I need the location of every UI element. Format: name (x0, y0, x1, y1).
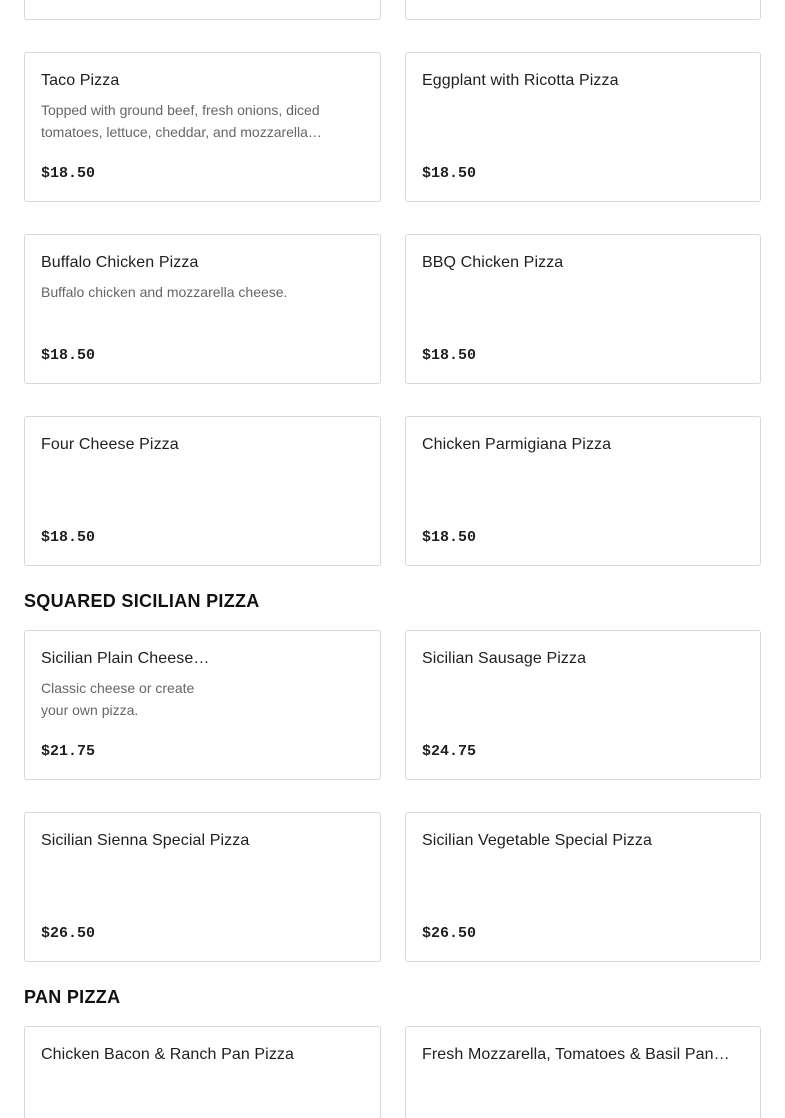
item-price: $26.50 (422, 925, 477, 942)
item-name: Sicilian Plain Cheese… (41, 650, 210, 667)
item-name: Eggplant with Ricotta Pizza (422, 72, 619, 89)
menu-item-card[interactable] (405, 0, 761, 20)
item-name: Four Cheese Pizza (41, 436, 179, 453)
item-description: Classic cheese or create your own pizza. (41, 680, 195, 718)
item-price: $26.50 (41, 925, 96, 942)
menu-item-card[interactable] (405, 630, 761, 780)
menu-item-card[interactable] (24, 812, 381, 962)
menu-item-card[interactable] (24, 416, 381, 566)
item-price: $18.50 (422, 347, 477, 364)
item-price: $18.50 (422, 529, 477, 546)
item-price: $21.75 (41, 743, 96, 760)
section-title-pan: PAN PIZZA (24, 987, 121, 1007)
menu-item-card[interactable] (405, 416, 761, 566)
item-name: Sicilian Sienna Special Pizza (41, 832, 250, 849)
menu-item-card[interactable] (24, 52, 381, 202)
menu-item-card[interactable] (405, 52, 761, 202)
menu-item-card[interactable] (24, 1026, 381, 1118)
item-name: Sicilian Vegetable Special Pizza (422, 832, 653, 849)
item-price: $18.50 (41, 165, 96, 182)
menu-item-card[interactable] (405, 812, 761, 962)
menu-item-card[interactable] (405, 234, 761, 384)
item-price: $18.50 (41, 347, 96, 364)
item-price: $24.75 (422, 743, 477, 760)
item-name: BBQ Chicken Pizza (422, 254, 564, 271)
item-name: Sicilian Sausage Pizza (422, 650, 587, 667)
item-price: $18.50 (422, 165, 477, 182)
menu-item-card[interactable] (24, 234, 381, 384)
item-price: $18.50 (41, 529, 96, 546)
item-name: Chicken Bacon & Ranch Pan Pizza (41, 1046, 295, 1063)
menu-item-card[interactable] (24, 630, 381, 780)
menu-item-card[interactable] (24, 0, 381, 20)
item-description: Topped with ground beef, fresh onions, diced tomatoes, lettuce, cheddar, and mozzarella… (41, 102, 322, 140)
item-name: Taco Pizza (41, 72, 120, 89)
item-name: Fresh Mozzarella, Tomatoes & Basil Pan… (422, 1046, 730, 1063)
item-name: Buffalo Chicken Pizza (41, 254, 199, 271)
item-name: Chicken Parmigiana Pizza (422, 436, 612, 453)
section-title-sicilian: SQUARED SICILIAN PIZZA (24, 591, 260, 611)
menu-item-card[interactable] (405, 1026, 761, 1118)
item-description: Buffalo chicken and mozzarella cheese. (41, 284, 288, 300)
